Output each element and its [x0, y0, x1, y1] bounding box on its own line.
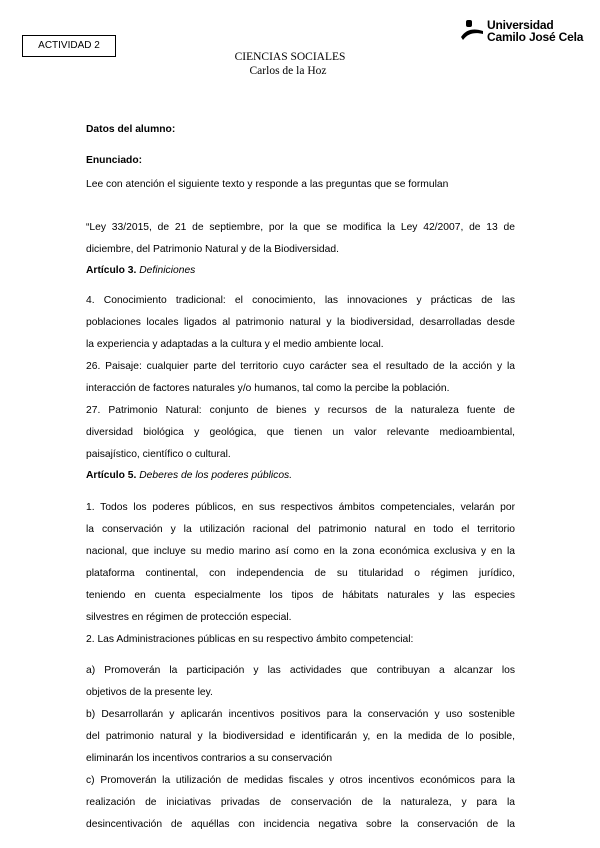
student-data-label: Datos del alumno: [86, 124, 176, 135]
duty-1-line: teniendo en cuenta especialmente los tipos de hábitats naturales y las especies [86, 590, 515, 601]
definition-4-line: la experiencia y adaptadas a la cultura y el medio ambiente local. [86, 339, 384, 350]
logo-line-1: Universidad [487, 18, 554, 32]
article-5-number: Artículo 5. [86, 470, 137, 481]
definition-26-line: interacción de factores naturales y/o humanos, tal como la percibe la población. [86, 383, 450, 394]
definition-27-line: 27. Patrimonio Natural: conjunto de bienes y recursos de la naturaleza fuente de [86, 405, 515, 416]
definition-27-line: paisajístico, científico o cultural. [86, 449, 231, 460]
article-5-heading [86, 470, 515, 481]
definition-4-line: 4. Conocimiento tradicional: el conocimiento, las innovaciones y prácticas de las [86, 295, 515, 306]
article-3-number: Artículo 3. [86, 265, 137, 276]
duty-b-line: del patrimonio natural y la biodiversidad e identificarán y, en la medida de lo posible, [86, 731, 515, 742]
article-5-title: Deberes de los poderes públicos. [139, 470, 293, 481]
teacher-name: Carlos de la Hoz [249, 65, 327, 77]
definition-26-line: 26. Paisaje: cualquier parte del territorio cuyo carácter sea el resultado de la acción y la [86, 361, 515, 372]
law-intro-line: diciembre, del Patrimonio Natural y de la Biodiversidad. [86, 244, 339, 255]
duty-c-line: c) Promoverán la utilización de medidas fiscales y otros incentivos económicos para la [86, 775, 515, 786]
article-3-heading [86, 265, 515, 276]
instruction-text: Lee con atención el siguiente texto y responde a las preguntas que se formulan [86, 179, 449, 190]
duty-1-line: silvestres en régimen de protección especial. [86, 612, 292, 623]
duty-a-line: objetivos de la presente ley. [86, 687, 213, 698]
definition-4-line: poblaciones locales ligados al patrimonio natural y la biodiversidad, desarrolladas desde [86, 317, 515, 328]
logo-line-2: Camilo José Cela [487, 30, 584, 44]
article-3-title: Definiciones [139, 265, 196, 276]
university-logo [460, 18, 588, 44]
duty-1-line: 1. Todos los poderes públicos, en sus respectivos ámbitos competenciales, velarán por [86, 502, 515, 513]
duty-c-line: realización de iniciativas privadas de conservación de la naturaleza, y para la [86, 797, 515, 808]
subject-title: CIENCIAS SOCIALES [234, 51, 346, 63]
activity-label: ACTIVIDAD 2 [38, 40, 100, 51]
duty-a-line: a) Promoverán la participación y las actividades que contribuyan a alcanzar los [86, 665, 515, 676]
duty-1-line: la conservación y la utilización racional del patrimonio natural en todo el territorio [86, 524, 515, 535]
ucjc-logo-icon [460, 19, 484, 43]
duty-2-line: 2. Las Administraciones públicas en su respectivo ámbito competencial: [86, 634, 414, 645]
duty-c-line: desincentivación de aquéllas con incidencia negativa sobre la conservación de la [86, 819, 515, 830]
duty-b-line: b) Desarrollarán y aplicarán incentivos positivos para la conservación y uso sostenible [86, 709, 515, 720]
statement-label: Enunciado: [86, 155, 143, 166]
duty-b-line: eliminarán los incentivos contrarios a su conservación [86, 753, 333, 764]
definition-27-line: diversidad biológica y geológica, que tienen un valor relevante medioambiental, [86, 427, 515, 438]
law-intro-line: “Ley 33/2015, de 21 de septiembre, por la que se modifica la Ley 42/2007, de 13 de [86, 222, 515, 233]
duty-1-line: plataforma continental, con independencia de su titularidad o régimen jurídico, [86, 568, 515, 579]
duty-1-line: nacional, que incluye su medio marino así como en la zona económica exclusiva y en la [86, 546, 515, 557]
